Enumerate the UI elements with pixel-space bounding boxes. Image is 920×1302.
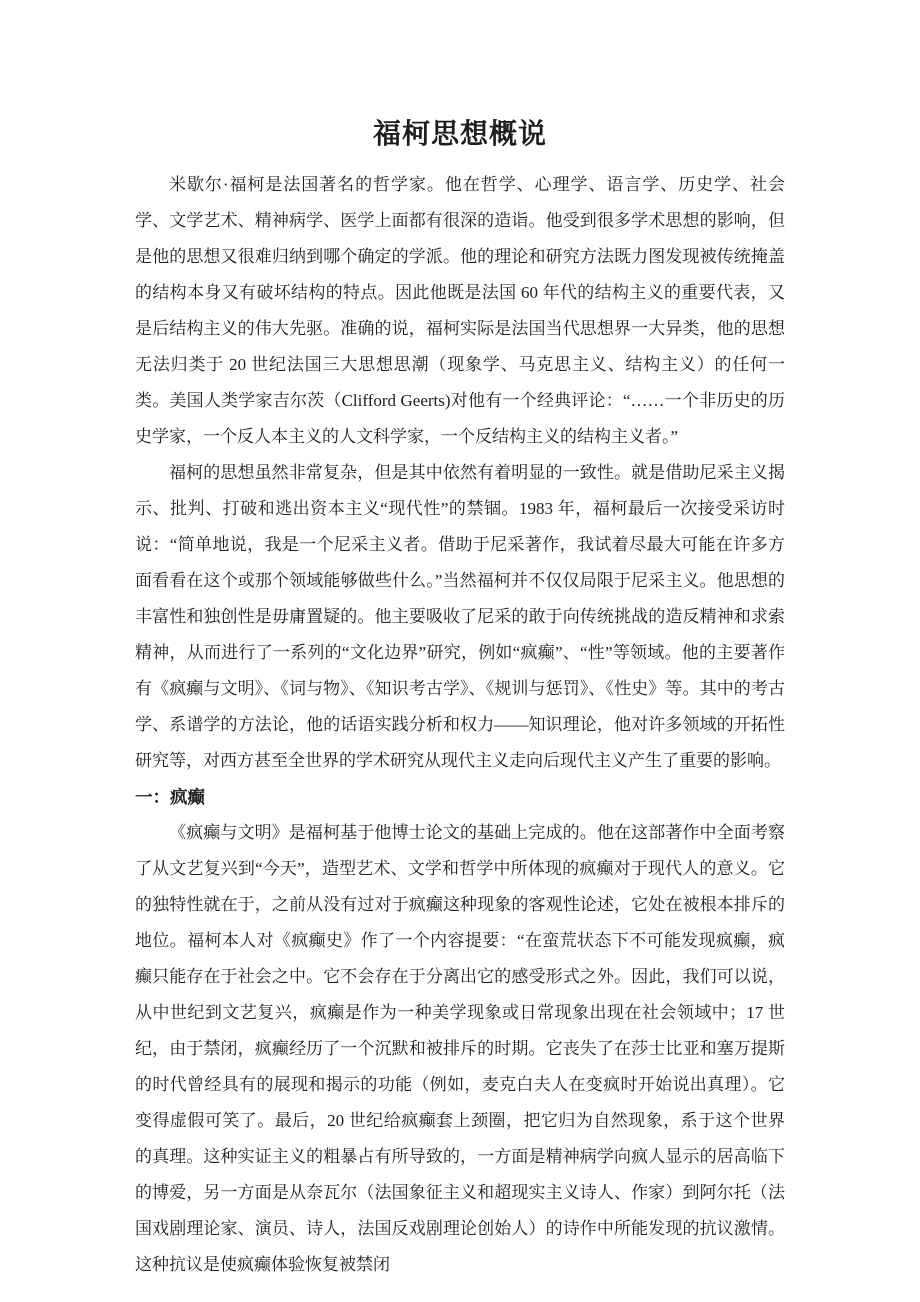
paragraph-intro: 米歇尔·福柯是法国著名的哲学家。他在哲学、心理学、语言学、历史学、社会学、文学艺术、精神病学、医学上面都有很深的造诣。他受到很多学术思想的影响，但是他的思想又很难归纳到哪个确定的学派。他的理论和研究方法既力图发现被传统掩盖的结构本身又有破坏结构的特点。因此他既是法国 60 年代的结构主义的重要代表，又是后结构主义的伟大先驱。准确的说，福柯实际是法国当代思想界一大异类，他的思想无法归类于 20 世纪法国三大思想思潮（现象学、马克思主义、结构主义）的任何一类。美国人类学家吉尔茨（Clifford Geerts)对他有一个经典评论：“……一个非历史的历史学家，一个反人本主义的人文科学家，一个反结构主义的结构主义者。” (135, 175, 785, 446)
paragraph-madness-and-civilization: 《疯癫与文明》是福柯基于他博士论文的基础上完成的。他在这部著作中全面考察了从文艺复兴到“今天”，造型艺术、文学和哲学中所体现的疯癫对于现代人的意义。它的独特性就在于，之前从没有过对于疯癫这种现象的客观性论述，它处在被根本排斥的地位。福柯本人对《疯癫史》作了一个内容提要：“在蛮荒状态下不可能发现疯癫，疯癫只能存在于社会之中。它不会存在于分离出它的感受形式之外。因此，我们可以说，从中世纪到文艺复兴，疯癫是作为一种美学现象或日常现象出现在社会领域中；17 世纪，由于禁闭，疯癫经历了一个沉默和被排斥的时期。它丧失了在莎士比亚和塞万提斯的时代曾经具有的展现和揭示的功能（例如，麦克白夫人在变疯时开始说出真理）。它变得虚假可笑了。最后，20 世纪给疯癫套上颈圈，把它归为自然现象，系于这个世界的真理。这种实证主义的粗暴占有所导致的，一方面是精神病学向疯人显示的居高临下的博爱，另一方面是从奈瓦尔（法国象征主义和超现实主义诗人、作家）到阿尔托（法国戏剧理论家、演员、诗人，法国反戏剧理论创始人）的诗作中所能发现的抗议激情。这种抗议是使疯癫体验恢复被禁闭 (135, 823, 785, 1274)
document-title: 福柯思想概说 (372, 119, 547, 150)
paragraph-nietzscheanism: 福柯的思想虽然非常复杂，但是其中依然有着明显的一致性。就是借助尼采主义揭示、批判、打破和逃出资本主义“现代性”的禁锢。1983 年，福柯最后一次接受采访时说：“简单地说，我是一个尼采主义者。借助于尼采著作，我试着尽最大可能在许多方面看看在这个或那个领域能够做些什么。”当然福柯并不仅仅局限于尼采主义。他思想的丰富性和独创性是毋庸置疑的。他主要吸收了尼采的敢于向传统挑战的造反精神和求索精神，从而进行了一系列的“文化边界”研究，例如“疯癫”、“性”等领域。他的主要著作有《疯癫与文明》、《词与物》、《知识考古学》、《规训与惩罚》、《性史》等。其中的考古学、系谱学的方法论，他的话语实践分析和权力——知识理论，他对许多领域的开拓性研究等，对西方甚至全世界的学术研究从现代主义走向后现代主义产生了重要的影响。 (135, 463, 785, 770)
section-heading-madness: 一：疯癫 (135, 787, 205, 807)
